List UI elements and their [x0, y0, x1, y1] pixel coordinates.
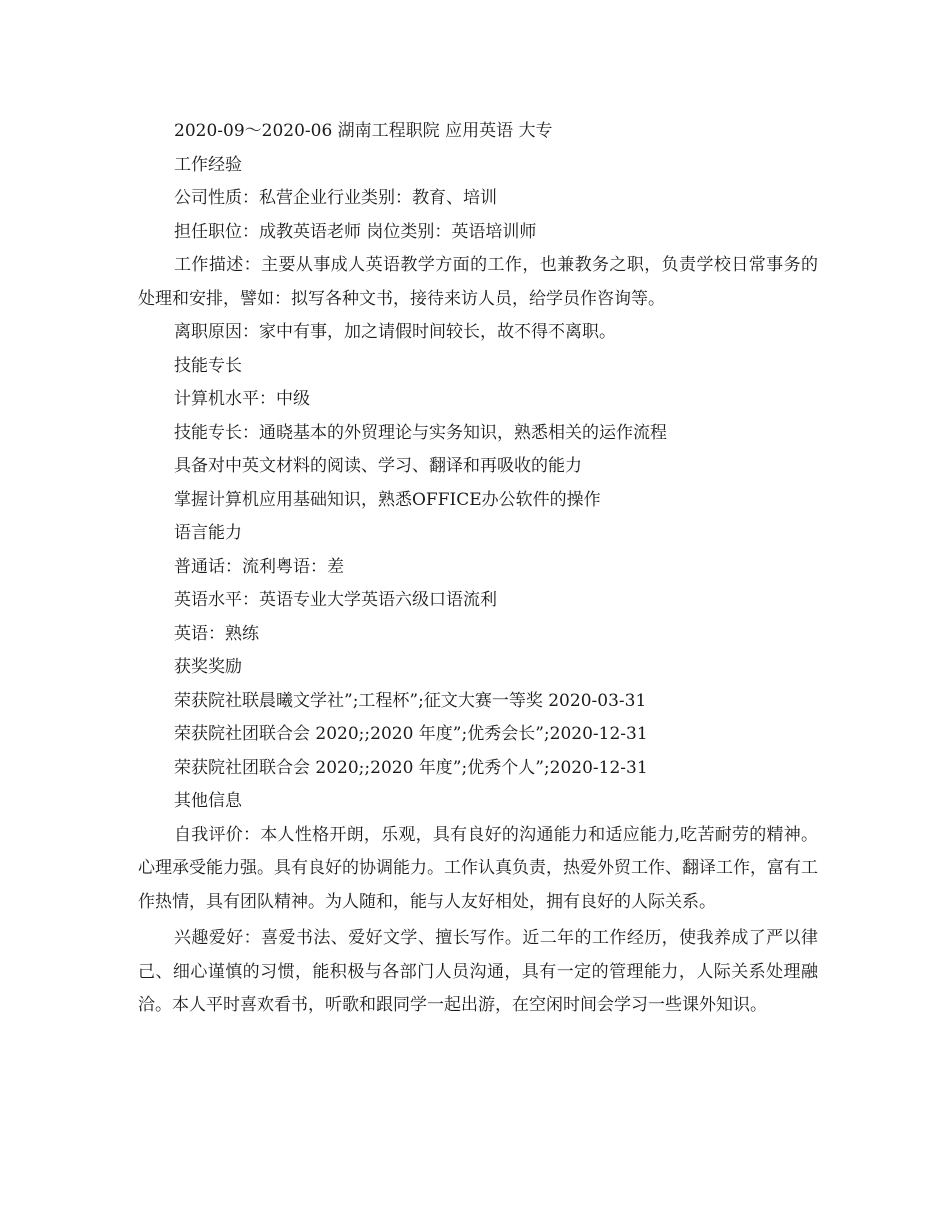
award-item: 荣获院社团联合会 2020;;2020 年度”;优秀个人”;2020-12-31: [174, 757, 648, 778]
section-heading-skills: 技能专长: [174, 355, 242, 376]
computer-level: 计算机水平：中级: [174, 389, 310, 409]
section-heading-language: 语言能力: [174, 523, 242, 543]
section-heading-other-info: 其他信息: [174, 791, 242, 811]
section-heading-work-experience: 工作经验: [174, 154, 242, 175]
document-body: [138, 115, 818, 1023]
award-item: 荣获院社联晨曦文学社”;工程杯”;征文大赛一等奖 2020-03-31: [174, 690, 647, 711]
section-heading-awards: 获奖奖励: [174, 657, 242, 677]
english-proficiency: 英语：熟练: [174, 623, 259, 644]
leaving-reason: 离职原因：家中有事，加之请假时间较长，故不得不离职。: [174, 322, 616, 342]
self-evaluation: 自我评价：本人性格开朗，乐观，具有良好的沟通能力和适应能力,吃苦耐劳的精神。心理承受能力强。具有良好的协调能力。工作认真负责，热爱外贸工作、翻译工作，富有工作热情，具有团队精神。为人随和，能与人友好相处，拥有良好的人际关系。: [138, 824, 818, 912]
company-type: 公司性质：私营企业行业类别：教育、培训: [174, 188, 497, 208]
skill-trade-knowledge: 技能专长：通晓基本的外贸理论与实务知识，熟悉相关的运作流程: [174, 422, 667, 443]
english-level: 英语水平：英语专业大学英语六级口语流利: [174, 590, 497, 610]
job-position: 担任职位：成教英语老师 岗位类别：英语培训师: [174, 221, 537, 242]
mandarin-cantonese: 普通话：流利粤语：差: [174, 556, 344, 577]
skill-translation: 具备对中英文材料的阅读、学习、翻译和再吸收的能力: [174, 456, 582, 476]
education-entry: 2020-09～2020-06 湖南工程职院 应用英语 大专: [174, 121, 553, 141]
award-item: 荣获院社团联合会 2020;;2020 年度”;优秀会长”;2020-12-31: [174, 724, 648, 744]
work-description: 工作描述：主要从事成人英语教学方面的工作，也兼教务之职，负责学校日常事务的处理和安排，譬如：拟写各种文书，接待来访人员，给学员作咨询等。: [138, 255, 818, 309]
skill-office: 掌握计算机应用基础知识，熟悉OFFICE办公软件的操作: [174, 489, 601, 510]
hobbies: 兴趣爱好：喜爱书法、爱好文学、擅长写作。近二年的工作经历，使我养成了严以律己、细心谨慎的习惯，能积极与各部门人员沟通，具有一定的管理能力，人际关系处理融洽。本人平时喜欢看书，听歌和跟同学一起出游，在空闲时间会学习一些课外知识。: [138, 928, 818, 1015]
